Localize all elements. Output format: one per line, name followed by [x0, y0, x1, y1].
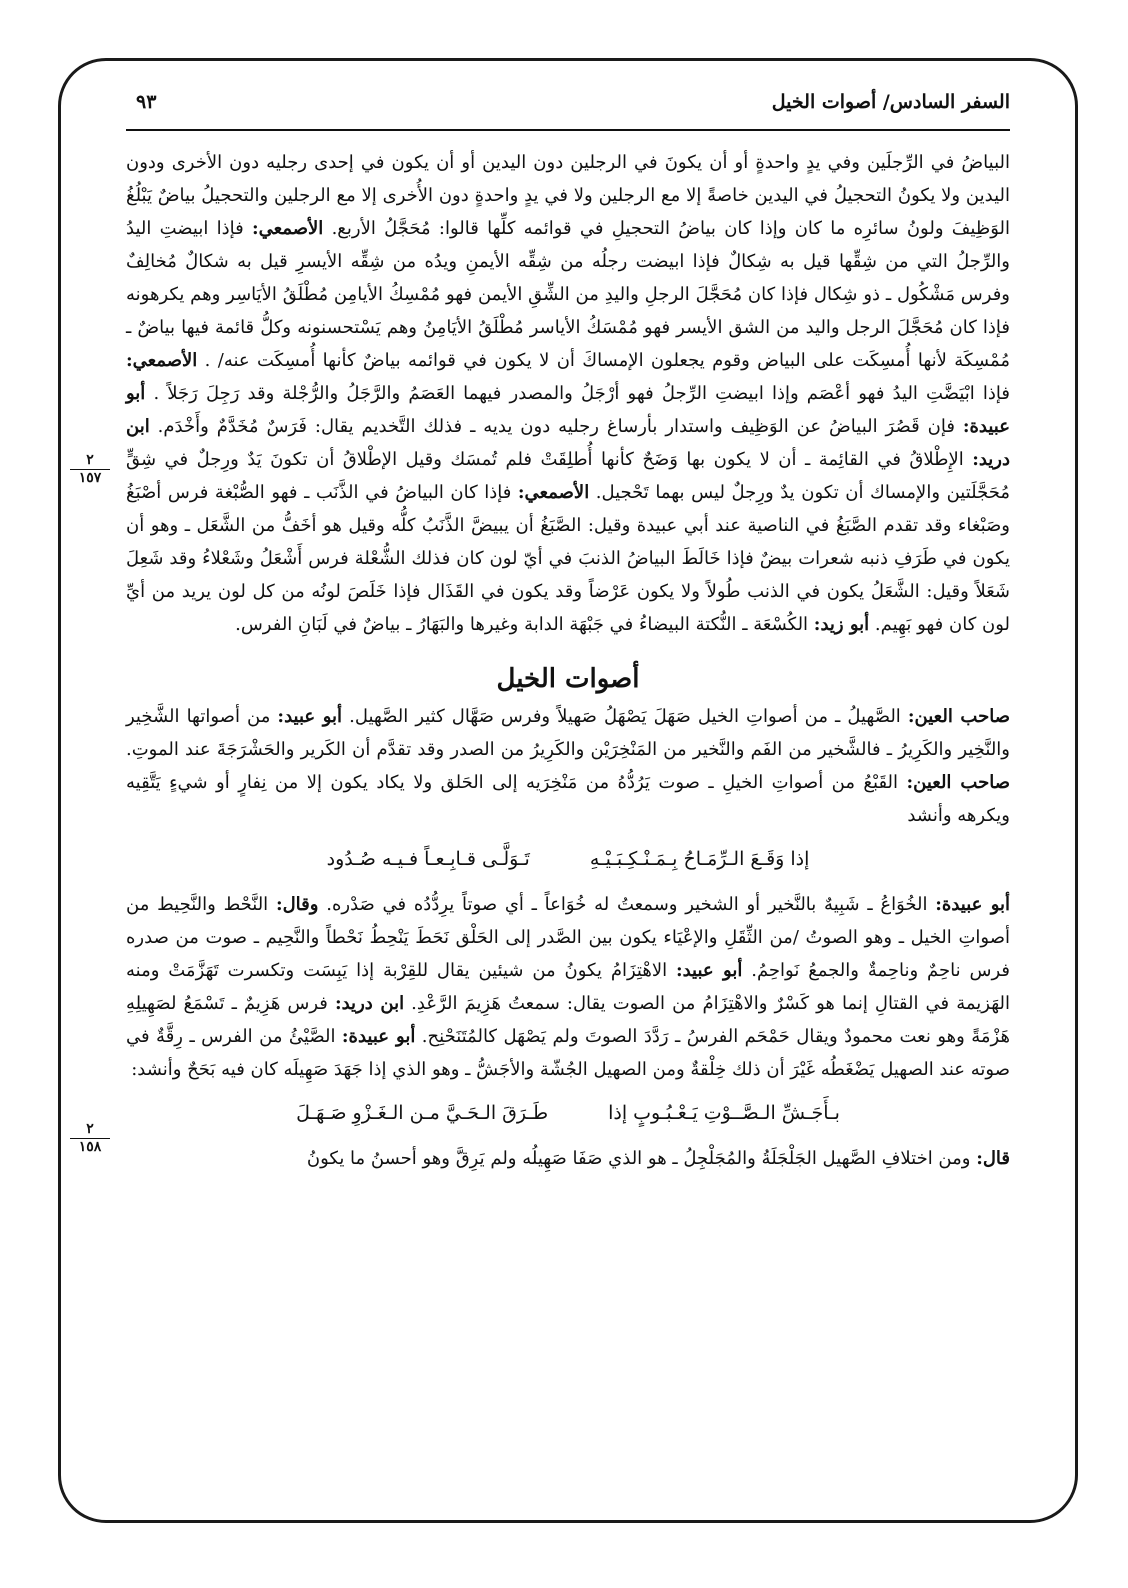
source-name: أبو عبيدة:: [341, 1026, 416, 1047]
margin-ref-page: ١٥٨: [78, 1139, 102, 1155]
source-name: الأصمعي:: [252, 218, 324, 239]
page-number: ٩٣: [136, 91, 157, 113]
paragraph: أبو عبيدة: الخُوَاعُ ـ شَبِيهٌ بالنَّخير أو الشخير وسمعتُ له خُوَاعاً ـ أي صوتاً يرِدُّدُه في صَدْره. وقال: النَّحْط والنَّحِيط من أصواتِ الخيل ـ وهو الصوتُ /من الثِّقَلِ والإعْيَاء يكون بين الصَّدر إلى الحَلْق نَحَطَ يَنْحِطُ نَحْطاً والنَّحِيم ـ صوت من صدره فرس ناحِمٌ وناحِمةٌ والجمعُ نَواحِمُ. أبو عبيد: الاهْتِزَامُ يكونُ من شيئين يقال للقِرْبة إذا يَبِسَت وتكسرت تَهَزَّمَتْ ومنه الهَزيمة في القتالِ إنما هو كَسْرٌ والاهْتِزَامُ من الصوت يقال: سمعتُ هَزِيمَ الرَّعْدِ. ابن دريد: فرس هَزِيمٌ ـ تَسْمَعُ لصَهِيلِهِ هَزْمَةً وهو نعت محمودٌ ويقال حَمْحَم الفرسُ ـ رَدَّدَ الصوتَ ولم يَصْهَل كالمُتَنَحْنِح. أبو عبيدة: الصَّيْئُ من الفرس ـ رِقَّةٌ في صوته عند الصهيل يَضْغَطُه غَيْرَ أن ذلك خِلْقةٌ ومن الصهيل الجُشّة والأجَشُّ ـ وهو الذي إذا جَهَدَ صَهِيلَه كان فيه بَحَحٌ وأنشد:: [126, 894, 1011, 1080]
paragraph: قال: ومن اختلافِ الصَّهيل الجَلْجَلَةُ والمُجَلْجِلُ ـ هو الذي صَفَا صَهِيلُه ولم يَرِقَّ وهو أحسنُ ما يكونُ: [306, 1148, 1010, 1169]
margin-reference: [70, 1121, 110, 1155]
source-name: صاحب العين:: [907, 706, 1010, 727]
verse-second-hemistich: طَـرَقَ الـحَـيَّ مـن الـغَـزْوِ صَـهَـلَ: [296, 1102, 549, 1124]
poem-verse: [126, 1096, 1010, 1130]
poem-verse: [126, 842, 1010, 876]
source-name: أبو عبيد:: [675, 960, 743, 981]
margin-ref-page: ١٥٧: [78, 470, 102, 486]
margin-reference: [70, 452, 110, 486]
source-name: ابن دريد:: [126, 416, 1010, 470]
source-name: الأصمعي:: [517, 482, 590, 503]
source-name: قال:: [976, 1148, 1010, 1169]
main-text: [126, 146, 1010, 1511]
section-heading: أصوات الخيل: [496, 664, 640, 694]
margin-ref-volume: ٢: [70, 1121, 110, 1139]
source-name: ابن دريد:: [334, 993, 405, 1014]
source-name: أبو عبيدة:: [935, 894, 1011, 915]
verse-first-hemistich: بـأَجَـشِّ الـصَّــوْتِ يَـعْـبُـوبٍ إذا: [608, 1102, 840, 1124]
verse-first-hemistich: إذا وَقَـعَ الـرِّمَـاحُ بِـمَـنْـكِـبَـيْـهِ: [589, 848, 810, 870]
source-name: أبو عبيدة:: [126, 383, 1010, 437]
source-name: أبو عبيد:: [277, 706, 343, 727]
page-header: [126, 83, 1010, 131]
running-title: السفر السادس/ أصوات الخيل: [771, 91, 1010, 113]
margin-ref-volume: ٢: [70, 452, 110, 470]
source-name: وقال:: [275, 894, 319, 915]
verse-second-hemistich: تَـوَلَّـى قـابِـعـاً فـيـه صُـدُود: [326, 848, 530, 870]
paragraph: البياضُ في الرِّجلَين وفي يدٍ واحدةٍ أو أن يكونَ في الرجلين دون اليدين أو أن يكون في إحدى رجليه دون الأخرى ودون اليدين ولا يكونُ التحجيلُ في اليدين خاصةً إلا مع الرجلين ولا في يدٍ واحدةٍ دون الأُخرى إلا مع الرجلين والتحجيلُ بياضٌ يَبْلُغُ الوَظِيفَ ولونُ سائرِه ما كان وإذا كان بياضُ التحجيلِ في قوائمه كلِّها قالوا: مُحَجَّلُ الأربع. الأصمعي: فإذا ابيضتِ اليدُ والرِّجلُ التي من شِقِّها قيل به شِكالٌ فإذا ابيضت رجلُه من شِقِّه الأيمنِ ويدُه من شِقِّه الأيسرِ قيل به شكالٌ مُخالِفٌ وفرس مَشْكُول ـ ذو شِكال فإذا كان مُحَجَّلَ الرجلِ واليدِ من الشِّقِ الأيمن فهو مُمْسِكُ الأيامِن مُطْلَقُ الأيَاسِر وهم يكرهونه فإذا كان مُحَجَّلَ الرجل واليد من الشق الأيسر فهو مُمْسَكُ الأياسر مُطْلَقُ الأيَامِنُ وهم يَسْتحسنونه وكلُّ قائمة فيها بياضٌ ـ مُمْسِكَة لأنها أُمسِكَت على البياض وقوم يجعلون الإمساكَ أن لا يكون في قوائمه بياضٌ كأنها أُمسِكَت عنه/ . الأصمعي: فإذا ابْيَضَّتِ اليدُ فهو أعْصَم وإذا ابيضتِ الرِّجلُ فهو أرْجَلُ والمصدر فيهما العَصَمُ والرَّجَلُ والرُّجْلة وقد رَجِلَ رَجَلاً . أبو عبيدة: فإن قَصُرَ البياضُ عن الوَظِيف واستدار بأرساغ رجليه دون يديه ـ فذلك التَّخديم يقال: فَرَسٌ مُخَدَّمٌ وأَخْدَم. ابن دريد: الإِطْلاقُ في القائِمة ـ أن لا يكون بها وَضَحٌ كأنها أُطلِقَتْ فلم تُمسَك وقيل الإطْلاقُ أن تكونَ يَدٌ ورِجلٌ في شِقٍّ مُحَجَّلَتين والإمساك أن تكون يدٌ ورِجلٌ ليس بهما تَحْجيل. الأصمعي: فإذا كان البياضُ في الذَّنَب ـ فهو الصُّبْغة فرس أصْبَغُ وصَبْغاء وقد تقدم الصَّبَغُ في الناصية عند أبي عبيدة وقيل: الصَّبَغُ أن يبيضَّ الذَّنَبُ كلُّه وقيل هو أخَفُّ من الشَّعَل ـ وهو أن يكون في طَرَفِ ذنبه شعرات بيضٌ فإذا خَالَطَ البياضُ الذنبَ في أيّ لون كان فذلك الشُّعْلة فرس أَشْعَلُ وشَعْلاءُ وقد شَعِلَ شَعَلاً وقيل: الشَّعَلُ يكون في الذنب طُولاً ولا يكون عَرْضاً وقد يكون في القَذَال فإذا خَلَصَ لونُه من كل لون يريد من أيِّ لون كان فهو بَهِيم. أبو زيد: الكُسْعَة ـ النُّكتة البيضاءُ في جَبْهَة الدابة وغيرها والبَهَارُ ـ بياضٌ في لَبَانِ الفرس.: [126, 152, 1010, 635]
paragraph: صاحب العين: الصَّهيلُ ـ من أصواتِ الخيل صَهَلَ يَصْهَلُ صَهيلاً وفرس صَهَّال كثير الصَّهيل. أبو عبيد: من أصواتها الشَّخِير والنَّخِير والكَرِيرُ ـ فالشَّخير من الفَم والنَّخير من المَنْخِرَيْن والكَرِيرُ من الصدر وقد تقدَّم أن الكَرير والحَشْرَجَةَ عند الموتِ. صاحب العين: القَبْعُ من أصواتِ الخيلِ ـ صوت يَرُدُّهُ من مَنْخِرَيه إلى الحَلق ولا يكاد يكون إلا من نِفارٍ أو شيءٍ يَتَّقِيه ويكرهه وأنشد: [126, 706, 1010, 826]
source-name: الأصمعي:: [126, 350, 198, 371]
source-name: صاحب العين:: [906, 772, 1010, 793]
source-name: أبو زيد:: [813, 614, 870, 635]
